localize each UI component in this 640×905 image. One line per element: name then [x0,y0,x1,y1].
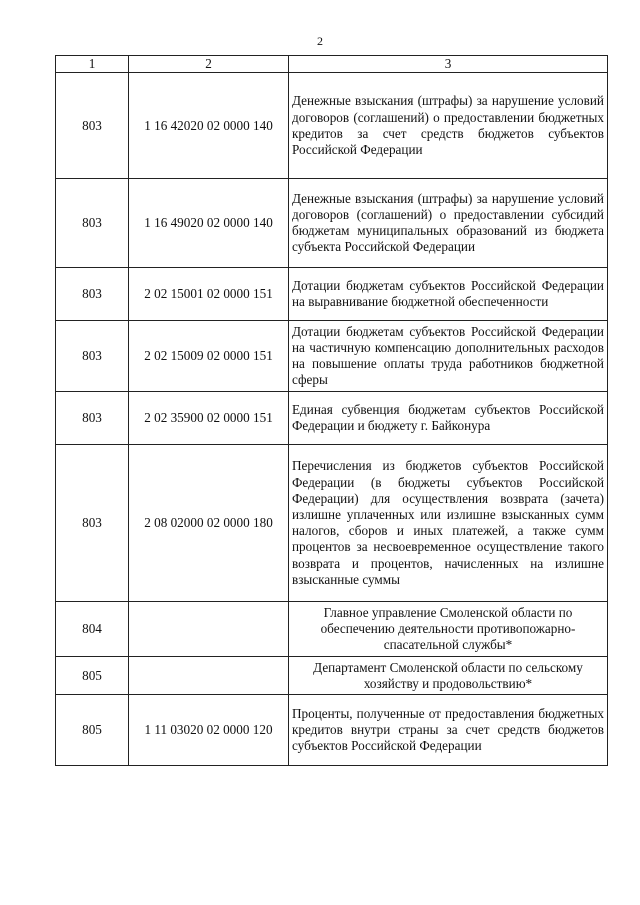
budget-code-cell: 1 16 49020 02 0000 140 [129,179,289,268]
admin-code-cell: 804 [56,602,129,657]
table-row [56,392,608,445]
column-header-1: 1 [56,56,129,73]
budget-code-cell: 1 16 42020 02 0000 140 [129,73,289,179]
description-cell: Денежные взыскания (штрафы) за нарушение условий договоров (соглашений) о предоставлении бюджетных кредитов за счет средств бюджетов субъектов Российской Федерации [289,73,608,179]
admin-code-cell: 803 [56,268,129,321]
admin-code-cell: 803 [56,445,129,602]
revenue-codes-table [55,55,608,766]
budget-code-cell: 2 02 15009 02 0000 151 [129,321,289,392]
table-row [56,73,608,179]
budget-code-cell: 2 02 35900 02 0000 151 [129,392,289,445]
budget-code-cell [129,657,289,695]
budget-code-cell: 2 08 02000 02 0000 180 [129,445,289,602]
table-row [56,695,608,766]
table-row [56,321,608,392]
table-row [56,179,608,268]
budget-code-cell [129,602,289,657]
description-cell: Дотации бюджетам субъектов Российской Федерации на выравнивание бюджетной обеспеченности [289,268,608,321]
budget-code-cell: 2 02 15001 02 0000 151 [129,268,289,321]
admin-code-cell: 803 [56,392,129,445]
admin-code-cell: 805 [56,695,129,766]
admin-code-cell: 803 [56,321,129,392]
page-number: 2 [317,34,323,48]
column-header-2: 2 [129,56,289,73]
column-header-3: 3 [289,56,608,73]
budget-code-cell: 1 11 03020 02 0000 120 [129,695,289,766]
department-heading-cell: Главное управление Смоленской области по обеспечению деятельности противопожарно-спасательной службы* [289,602,608,657]
description-cell: Денежные взыскания (штрафы) за нарушение условий договоров (соглашений) о предоставлении субсидий бюджетам муниципальных образований из бюджета субъекта Российской Федерации [289,179,608,268]
table-row [56,657,608,695]
table-row [56,268,608,321]
description-cell: Единая субвенция бюджетам субъектов Российской Федерации и бюджету г. Байконура [289,392,608,445]
table-row [56,445,608,602]
table-row [56,602,608,657]
description-cell: Дотации бюджетам субъектов Российской Федерации на частичную компенсацию дополнительных расходов на повышение оплаты труда работников бюджетной сферы [289,321,608,392]
table-header-row [56,56,608,73]
description-cell: Проценты, полученные от предоставления бюджетных кредитов внутри страны за счет средств бюджетов субъектов Российской Федерации [289,695,608,766]
department-heading-cell: Департамент Смоленской области по сельскому хозяйству и продовольствию* [289,657,608,695]
description-cell: Перечисления из бюджетов субъектов Российской Федерации (в бюджеты субъектов Российской Федерации) для осуществления возврата (зачета) излишне уплаченных или излишне взысканных сумм налогов, сборов и иных платежей, а также сумм процентов за несвоевременное осуществление такого возврата и процентов, начисленных на излишне взысканные суммы [289,445,608,602]
admin-code-cell: 803 [56,179,129,268]
admin-code-cell: 803 [56,73,129,179]
admin-code-cell: 805 [56,657,129,695]
